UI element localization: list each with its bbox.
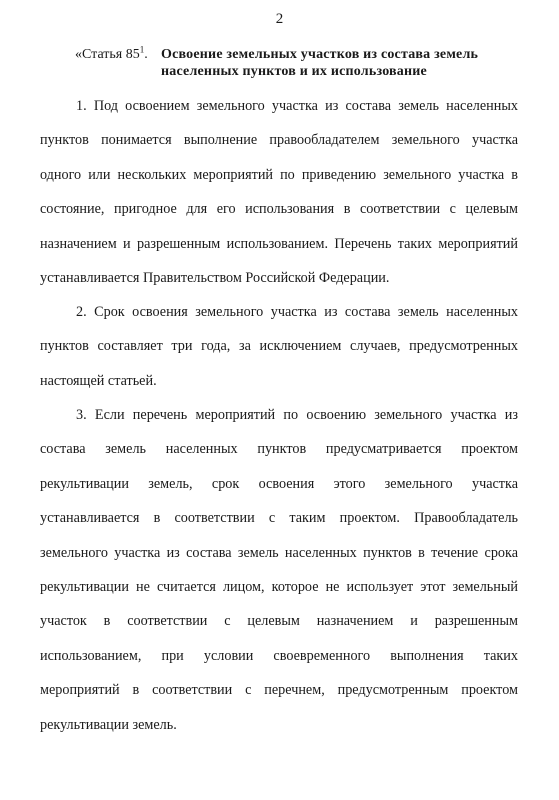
page-number: 2: [275, 11, 284, 27]
paragraph-3: 3. Если перечень мероприятий по освоению земельного участка из состава земель населенных пунктов предусматривается проектом рекультивации земель, срок освоения этого земельного участка устанавливается в соответствии с таким проектом. Правообладатель земельного участка из состава земель населенных пунктов в течение срока рекультивации не считается лицом, которое не использует этот земельный участок в соответствии с целевым назначением и разрешенным использованием, при условии своевременного выполнения таких мероприятий в соответствии с перечнем, предусмотренным проектом рекультивации земель.: [40, 407, 518, 733]
article-title: Освоение земельных участков из состава земель населенных пунктов и их использование: [161, 47, 479, 79]
article-number-suffix: .: [144, 47, 148, 62]
article-number-superscript: 1: [139, 44, 145, 55]
paragraph-2: 2. Срок освоения земельного участка из состава земель населенных пунктов составляет три года, за исключением случаев, предусмотренных настоящей статьей.: [40, 304, 518, 389]
paragraph-1: 1. Под освоением земельного участка из состава земель населенных пунктов понимается выполнение правообладателем земельного участка одного или нескольких мероприятий по приведению земельного участка в состояние, пригодное для его использования в соответствии с целевым назначением и разрешенным использованием. Перечень таких мероприятий устанавливается Правительством Российской Федерации.: [40, 98, 518, 287]
article-number-text: «Статья 85: [75, 47, 140, 62]
article-number: [75, 46, 148, 63]
article-heading: [75, 46, 520, 80]
